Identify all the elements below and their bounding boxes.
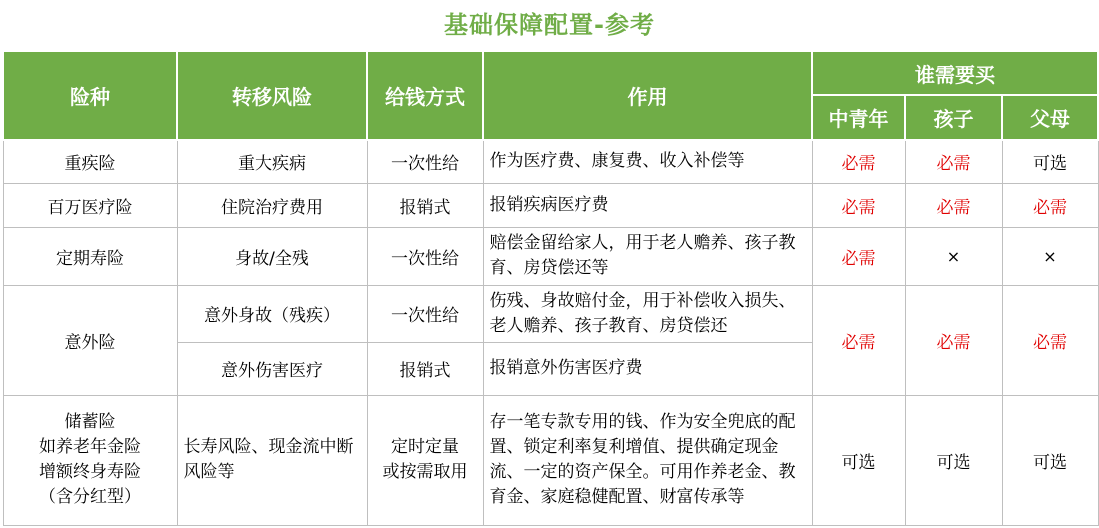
cell-child: 必需 — [905, 183, 1002, 227]
table-row — [3, 183, 1098, 227]
cell-type: 意外险 — [3, 285, 177, 395]
table-row — [3, 285, 1098, 342]
cell-youth: 必需 — [812, 227, 905, 285]
cell-type-line: （含分红型） — [39, 487, 141, 507]
cell-risk: 意外身故（残疾） — [177, 285, 367, 342]
cell-risk: 住院治疗费用 — [177, 183, 367, 227]
cell-purpose: 报销意外伤害医疗费 — [483, 342, 812, 395]
cell-payment-line: 或按需取用 — [382, 462, 468, 482]
cell-child: 必需 — [905, 285, 1002, 395]
header-youth: 中青年 — [812, 95, 905, 140]
header-who-needs: 谁需要买 — [812, 51, 1098, 95]
cell-payment — [367, 395, 483, 525]
cell-type: 百万医疗险 — [3, 183, 177, 227]
cell-parent: 必需 — [1002, 285, 1098, 395]
cell-parent: 必需 — [1002, 183, 1098, 227]
cell-child: 可选 — [905, 395, 1002, 525]
cell-risk: 长寿风险、现金流中断风险等 — [177, 395, 367, 525]
page-title: 基础保障配置-参考 — [444, 11, 655, 39]
table-row — [3, 395, 1098, 525]
cell-parent: 可选 — [1002, 395, 1098, 525]
cell-type-line: 如养老年金险 — [39, 437, 141, 457]
header-type: 险种 — [3, 51, 177, 140]
cell-type-line: 增额终身寿险 — [39, 462, 141, 482]
cell-child: 必需 — [905, 140, 1002, 183]
cell-purpose: 伤残、身故赔付金，用于补偿收入损失、老人赡养、孩子教育、房贷偿还 — [483, 285, 812, 342]
table-row — [3, 140, 1098, 183]
cell-purpose: 报销疾病医疗费 — [483, 183, 812, 227]
cell-payment: 一次性给 — [367, 140, 483, 183]
cell-payment: 报销式 — [367, 183, 483, 227]
cell-risk: 重大疾病 — [177, 140, 367, 183]
cell-risk: 身故/全残 — [177, 227, 367, 285]
cell-payment: 一次性给 — [367, 285, 483, 342]
cell-payment-line: 定时定量 — [391, 437, 459, 457]
cell-purpose: 作为医疗费、康复费、收入补偿等 — [483, 140, 812, 183]
header-parent: 父母 — [1002, 95, 1098, 140]
cell-youth: 可选 — [812, 395, 905, 525]
cell-youth: 必需 — [812, 140, 905, 183]
cell-child: × — [905, 227, 1002, 285]
cell-parent: 可选 — [1002, 140, 1098, 183]
cell-risk: 意外伤害医疗 — [177, 342, 367, 395]
cell-payment: 报销式 — [367, 342, 483, 395]
cell-purpose: 赔偿金留给家人，用于老人赡养、孩子教育、房贷偿还等 — [483, 227, 812, 285]
insurance-config-table — [2, 50, 1099, 526]
cell-youth: 必需 — [812, 285, 905, 395]
cell-parent: × — [1002, 227, 1098, 285]
header-purpose: 作用 — [483, 51, 812, 140]
cell-youth: 必需 — [812, 183, 905, 227]
cell-type — [3, 395, 177, 525]
header-payment: 给钱方式 — [367, 51, 483, 140]
cell-type: 定期寿险 — [3, 227, 177, 285]
cell-type: 重疾险 — [3, 140, 177, 183]
cell-type-line: 储蓄险 — [64, 412, 116, 432]
table-row — [3, 227, 1098, 285]
header-risk: 转移风险 — [177, 51, 367, 140]
cell-payment: 一次性给 — [367, 227, 483, 285]
header-child: 孩子 — [905, 95, 1002, 140]
cell-purpose: 存一笔专款专用的钱、作为安全兜底的配置、锁定利率复利增值、提供确定现金流、一定的资产保全。可用作养老金、教育金、家庭稳健配置、财富传承等 — [483, 395, 812, 525]
